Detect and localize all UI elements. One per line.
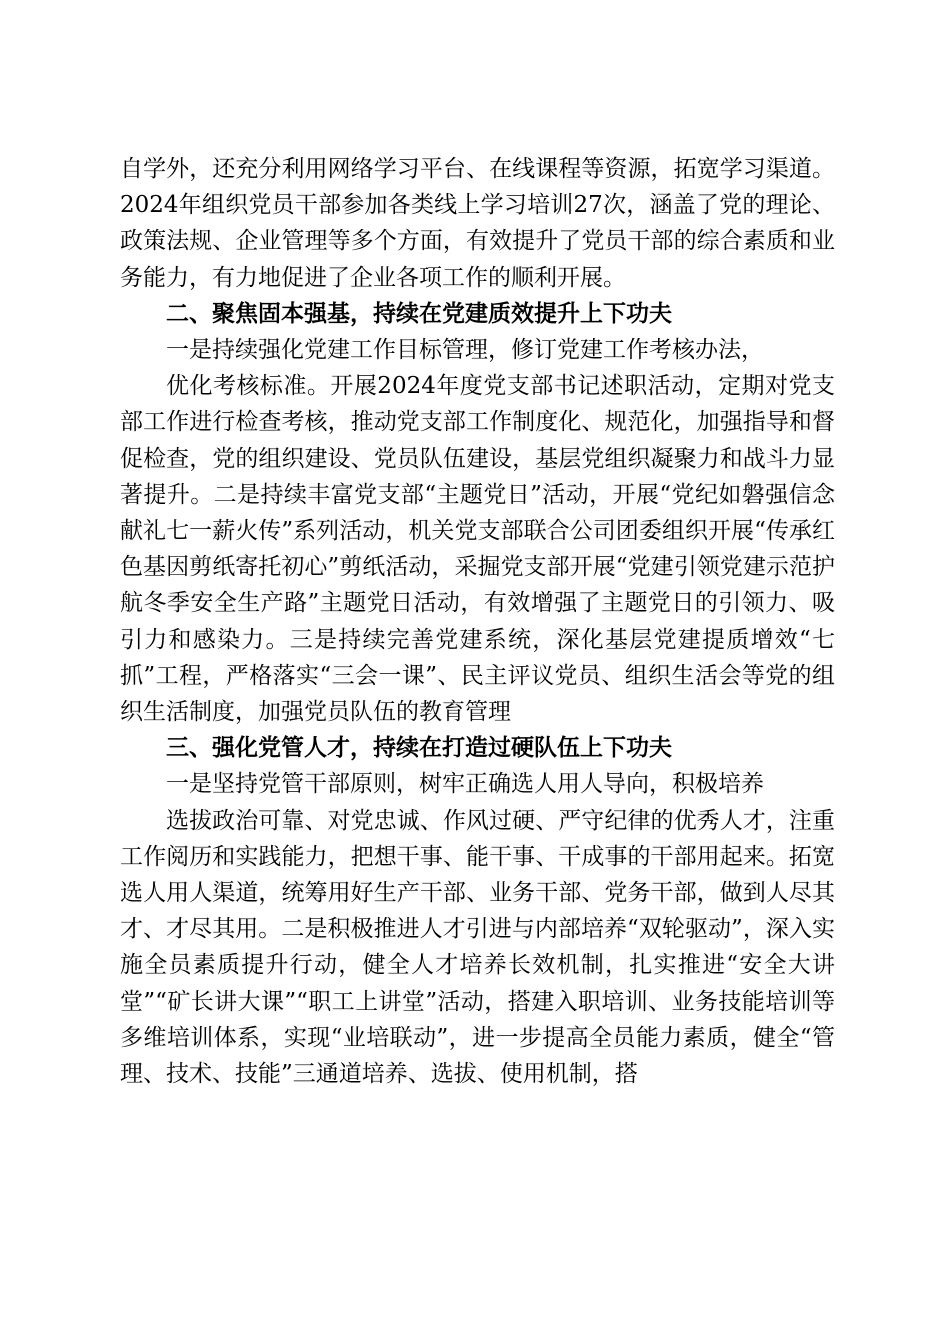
section-heading-2: 二、聚焦固本强基，持续在党建质效提升上下功夫 (166, 300, 672, 327)
paragraph-target-management: 一是持续强化党建工作目标管理，修订党建工作考核办法， (166, 337, 764, 364)
document-body (120, 151, 835, 1092)
section-heading-3: 三、强化党管人才，持续在打造过硬队伍上下功夫 (166, 735, 672, 762)
paragraph-online-learning: 自学外，还充分利用网络学习平台、在线课程等资源，拓宽学习渠道。2024年组织党员干部参加各类线上学习培训27次，涵盖了党的理论、政策法规、企业管理等多个方面，有效提升了党员干部的综合素质和业务能力，有力地促进了企业各项工作的顺利开展。 (120, 156, 835, 291)
paragraph-cadre-principle: 一是坚持党管干部原则，树牢正确选人用人导向，积极培养 (166, 771, 764, 798)
paragraph-talent-development: 选拔政治可靠、对党忠诚、作风过硬、严守纪律的优秀人才，注重工作阅历和实践能力，把想干事、能干事、干成事的干部用起来。拓宽选人用人渠道，统筹用好生产干部、业务干部、党务干部，做到人尽其才、才尽其用。二是积极推进人才引进与内部培养“双轮驱动”，深入实施全员素质提升行动，健全人才培养长效机制，扎实推进“安全大讲堂”“矿长讲大课”“职工上讲堂”活动，搭建入职培训、业务技能培训等多维培训体系，实现“业培联动”，进一步提高全员能力素质，健全“管理、技术、技能”三通道培养、选拔、使用机制，搭 (120, 807, 835, 1088)
paragraph-party-building: 优化考核标准。开展2024年度党支部书记述职活动，定期对党支部工作进行检查考核，推动党支部工作制度化、规范化，加强指导和督促检查，党的组织建设、党员队伍建设，基层党组织凝聚力和战斗力显著提升。二是持续丰富党支部“主题党日”活动，开展“党纪如磐强信念献礼七一薪火传”系列活动，机关党支部联合公司团委组织开展“传承红色基因剪纸寄托初心”剪纸活动，采掘党支部开展“党建引领党建示范护航冬季安全生产路”主题党日活动，有效增强了主题党日的引领力、吸引力和感染力。三是持续完善党建系统，深化基层党建提质增效“七抓”工程，严格落实“三会一课”、民主评议党员、组织生活会等党的组织生活制度，加强党员队伍的教育管理 (120, 373, 835, 726)
